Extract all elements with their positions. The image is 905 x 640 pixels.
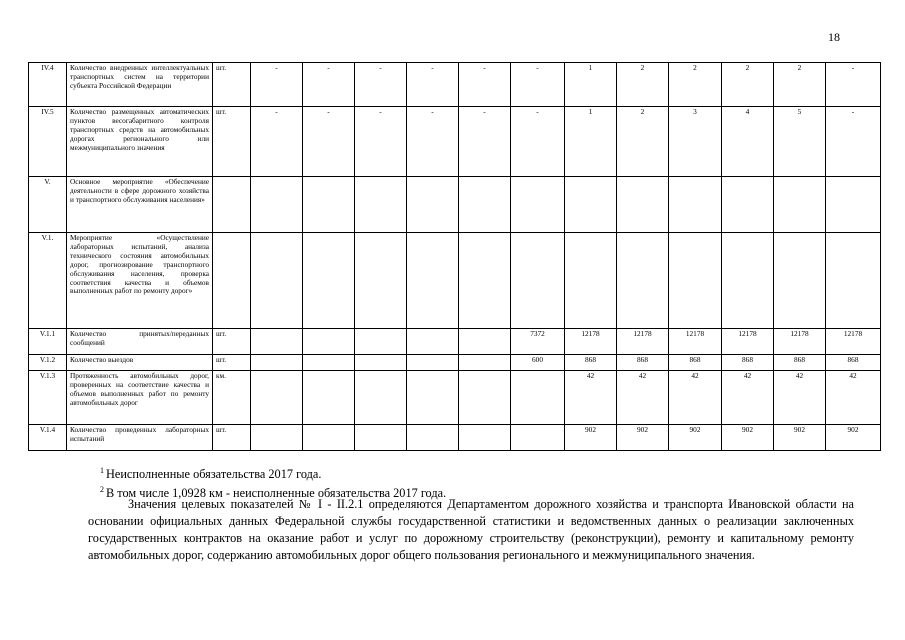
row-value: 42: [669, 371, 722, 425]
row-value: 902: [617, 425, 669, 451]
row-value: [565, 177, 617, 233]
row-value: 42: [617, 371, 669, 425]
row-value: 600: [511, 355, 565, 371]
row-value: -: [303, 63, 355, 107]
row-value: [355, 233, 407, 329]
row-code: V.1.3: [29, 371, 67, 425]
footnote-text: В том числе 1,0928 км - неисполненные обязательства 2017 года.: [106, 486, 447, 500]
row-value: 868: [774, 355, 826, 371]
row-value: -: [511, 107, 565, 177]
row-value: [251, 177, 303, 233]
row-value: -: [303, 107, 355, 177]
row-value: 2: [722, 63, 774, 107]
row-value: [355, 355, 407, 371]
row-value: [303, 329, 355, 355]
row-value: 42: [565, 371, 617, 425]
row-value: -: [459, 107, 511, 177]
row-unit: шт.: [213, 355, 251, 371]
row-value: 902: [774, 425, 826, 451]
row-name: Количество проведенных лабораторных испытаний: [67, 425, 213, 451]
row-value: 42: [774, 371, 826, 425]
row-value: -: [511, 63, 565, 107]
row-value: [407, 371, 459, 425]
row-value: [511, 425, 565, 451]
row-value: [669, 233, 722, 329]
row-name: Количество принятых/переданных сообщений: [67, 329, 213, 355]
row-value: [774, 233, 826, 329]
row-value: 12178: [774, 329, 826, 355]
row-value: [511, 177, 565, 233]
row-value: [407, 233, 459, 329]
row-value: [407, 329, 459, 355]
row-value: 902: [565, 425, 617, 451]
row-unit: шт.: [213, 329, 251, 355]
row-value: [303, 177, 355, 233]
footnote-mark: 2: [100, 485, 104, 494]
table-row: [29, 233, 881, 329]
row-value: [669, 177, 722, 233]
row-code: IV.4: [29, 63, 67, 107]
row-value: [774, 177, 826, 233]
explanatory-paragraph: Значения целевых показателей № I - II.2.1 определяются Департаментом дорожного хозяйства и транспорта Ивановской области на основании официальных данных Федеральной службы государственной статистики и ведомственных данных о реализации заключенных государственных контрактов на оказание работ и услуг по дорожному строительству (реконструкции), ремонту и капитальному ремонту автомобильных дорог, содержанию автомобильных дорог общего пользования регионального и межмуниципального значения.: [88, 497, 854, 562]
footnote-1: [0, 463, 905, 482]
row-value: 12178: [617, 329, 669, 355]
row-value: -: [251, 107, 303, 177]
row-value: [459, 177, 511, 233]
footnote-text: Неисполненные обязательства 2017 года.: [106, 467, 322, 481]
row-value: [303, 371, 355, 425]
row-value: -: [355, 107, 407, 177]
row-value: 3: [669, 107, 722, 177]
row-value: 2: [669, 63, 722, 107]
row-value: [251, 355, 303, 371]
table-row: [29, 177, 881, 233]
row-value: 868: [617, 355, 669, 371]
row-value: [303, 425, 355, 451]
row-value: 2: [774, 63, 826, 107]
row-value: [459, 355, 511, 371]
row-name: Основное мероприятие «Обеспечение деятельности в сфере дорожного хозяйства и транспортного обслуживания населения»: [67, 177, 213, 233]
row-value: [722, 177, 774, 233]
row-value: 902: [722, 425, 774, 451]
table-row: [29, 329, 881, 355]
row-value: 1: [565, 107, 617, 177]
row-name: Количество размещенных автоматических пунктов весогабаритного контроля транспортных средств на автомобильных дорогах регионального или межмуниципального значения: [67, 107, 213, 177]
row-unit: [213, 233, 251, 329]
row-value: 868: [669, 355, 722, 371]
row-unit: шт.: [213, 107, 251, 177]
row-unit: [213, 177, 251, 233]
row-value: -: [459, 63, 511, 107]
row-value: 2: [617, 63, 669, 107]
row-value: [459, 425, 511, 451]
row-value: 902: [669, 425, 722, 451]
row-value: [303, 355, 355, 371]
row-value: [251, 425, 303, 451]
row-value: 902: [826, 425, 881, 451]
table-row: [29, 107, 881, 177]
row-value: 42: [722, 371, 774, 425]
row-value: [459, 329, 511, 355]
row-value: 12178: [669, 329, 722, 355]
row-value: 12178: [565, 329, 617, 355]
row-code: V.1.2: [29, 355, 67, 371]
row-code: V.1.: [29, 233, 67, 329]
row-value: -: [826, 107, 881, 177]
row-code: V.: [29, 177, 67, 233]
row-value: 4: [722, 107, 774, 177]
row-value: [251, 233, 303, 329]
row-value: [826, 233, 881, 329]
row-value: 868: [565, 355, 617, 371]
row-name: Количество выездов: [67, 355, 213, 371]
row-name: Протяженность автомобильных дорог, проверенных на соответствие качества и объемов выполненных работ по ремонту автомобильных дорог: [67, 371, 213, 425]
row-value: [617, 177, 669, 233]
row-value: [617, 233, 669, 329]
row-value: [355, 425, 407, 451]
row-value: 1: [565, 63, 617, 107]
row-value: -: [407, 107, 459, 177]
row-value: 5: [774, 107, 826, 177]
row-value: 12178: [826, 329, 881, 355]
row-code: IV.5: [29, 107, 67, 177]
row-value: [407, 425, 459, 451]
table-row: [29, 425, 881, 451]
row-unit: км.: [213, 371, 251, 425]
row-value: [511, 371, 565, 425]
row-value: -: [355, 63, 407, 107]
row-value: [407, 355, 459, 371]
row-value: [355, 329, 407, 355]
row-code: V.1.4: [29, 425, 67, 451]
row-code: V.1.1: [29, 329, 67, 355]
row-value: [303, 233, 355, 329]
row-value: [826, 177, 881, 233]
row-name: Мероприятие «Осуществление лабораторных испытаний, анализа технического состояния автомобильных дорог, прогнозирование транспортного обслуживания населения, проверка соответствия качества и объемов выполненных работ по ремонту дорог»: [67, 233, 213, 329]
row-value: [251, 371, 303, 425]
row-value: 2: [617, 107, 669, 177]
table-row: [29, 63, 881, 107]
row-unit: шт.: [213, 63, 251, 107]
row-value: [459, 371, 511, 425]
row-name: Количество внедренных интеллектуальных транспортных систем на территории субъекта Российской Федерации: [67, 63, 213, 107]
row-value: [407, 177, 459, 233]
table-row: [29, 355, 881, 371]
row-value: [355, 177, 407, 233]
footnote-mark: 1: [100, 466, 104, 475]
row-value: [722, 233, 774, 329]
page-number: 18: [828, 30, 840, 44]
row-value: -: [251, 63, 303, 107]
row-value: [355, 371, 407, 425]
row-value: -: [407, 63, 459, 107]
row-value: [565, 233, 617, 329]
row-value: [251, 329, 303, 355]
row-value: [459, 233, 511, 329]
row-value: 868: [722, 355, 774, 371]
row-unit: шт.: [213, 425, 251, 451]
row-value: 42: [826, 371, 881, 425]
indicators-table: [28, 62, 881, 451]
row-value: -: [826, 63, 881, 107]
table-row: [29, 371, 881, 425]
row-value: [511, 233, 565, 329]
row-value: 12178: [722, 329, 774, 355]
row-value: 868: [826, 355, 881, 371]
row-value: 7372: [511, 329, 565, 355]
